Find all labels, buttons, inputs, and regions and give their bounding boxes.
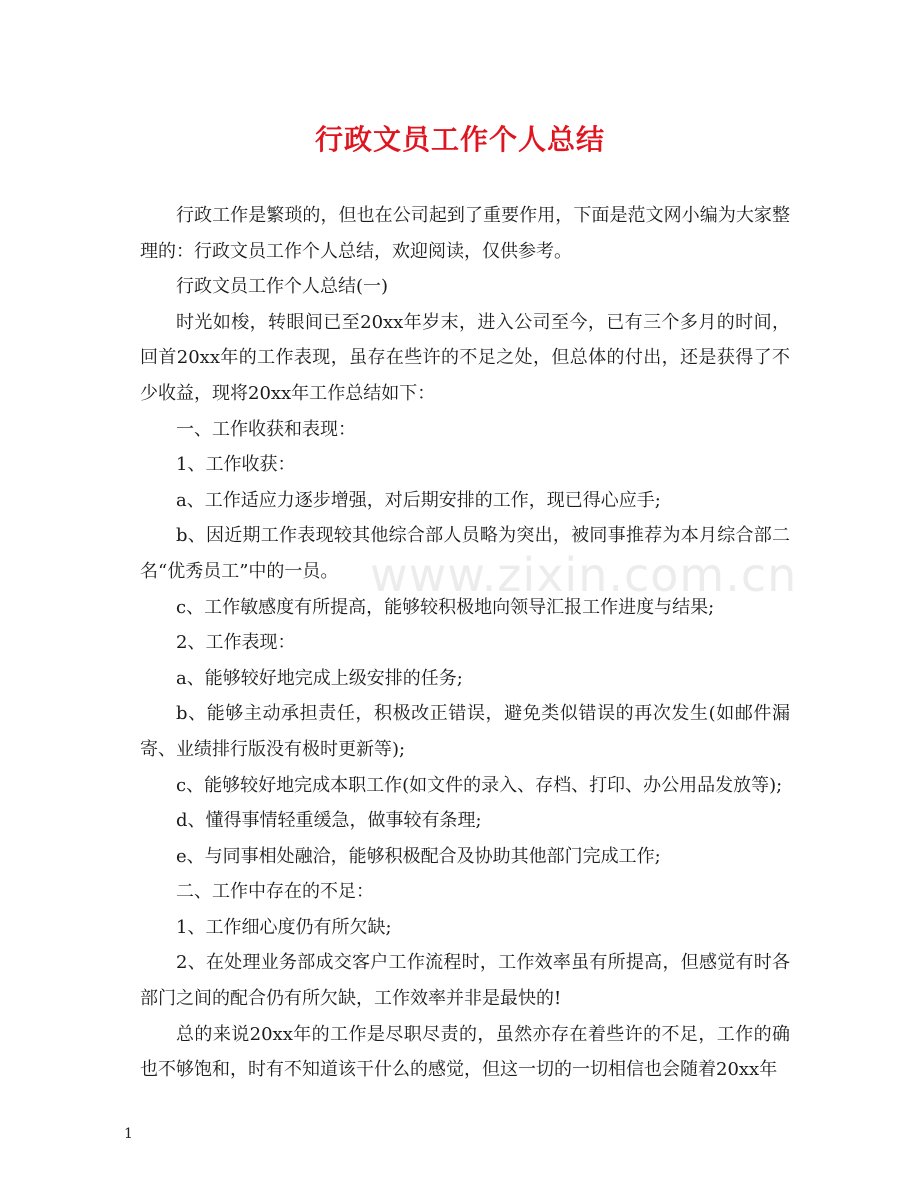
list-item: c、工作敏感度有所提高，能够较积极地向领导汇报工作进度与结果; bbox=[176, 596, 715, 618]
section-heading-one: 行政文员工作个人总结(一) bbox=[176, 276, 389, 298]
subheading: 1、工作收获： bbox=[176, 454, 296, 476]
list-item: d、懂得事情轻重缓急，做事较有条理; bbox=[176, 810, 482, 832]
list-item: a、能够较好地完成上级安排的任务; bbox=[176, 667, 463, 689]
subheading: 二、工作中存在的不足： bbox=[176, 881, 374, 903]
list-item: a、工作适应力逐步增强，对后期安排的工作，现已得心应手; bbox=[176, 489, 661, 511]
document-body bbox=[140, 198, 790, 1088]
document-title: 行政文员工作个人总结 bbox=[314, 123, 605, 156]
list-item: b、能够主动承担责任，积极改正错误，避免类似错误的再次发生(如邮件漏寄、业绩排行版没有极时更新等); bbox=[140, 703, 790, 760]
list-item: c、能够较好地完成本职工作(如文件的录入、存档、打印、办公用品发放等); bbox=[176, 774, 783, 796]
list-item: b、因近期工作表现较其他综合部人员略为突出，被同事推荐为本月综合部二名“优秀员工”中的一员。 bbox=[140, 525, 790, 582]
list-item: 1、工作细心度仍有所欠缺; bbox=[176, 916, 392, 938]
subheading: 一、工作收获和表现： bbox=[176, 418, 356, 440]
intro-paragraph: 行政工作是繁琐的，但也在公司起到了重要作用，下面是范文网小编为大家整理的：行政文员工作个人总结，欢迎阅读，仅供参考。 bbox=[140, 205, 790, 262]
watermark: www.zixin.com.cn bbox=[370, 548, 798, 602]
paragraph: 总的来说20xx年的工作是尽职尽责的，虽然亦存在着些许的不足，工作的确也不够饱和，时有不知道该干什么的感觉，但这一切的一切相信也会随着20xx年 bbox=[140, 1023, 790, 1081]
list-item: 2、在处理业务部成交客户工作流程时，工作效率虽有所提高，但感觉有时各部门之间的配合仍有所欠缺，工作效率并非是最快的! bbox=[140, 952, 790, 1010]
page-number: 1 bbox=[124, 1126, 133, 1142]
list-item: e、与同事相处融洽，能够积极配合及协助其他部门完成工作; bbox=[176, 845, 661, 867]
paragraph: 时光如梭，转眼间已至20xx年岁末，进入公司至今，已有三个多月的时间，回首20xx年的工作表现，虽存在些许的不足之处，但总体的付出，还是获得了不少收益，现将20xx年工作总结如下： bbox=[140, 311, 790, 404]
subheading: 2、工作表现： bbox=[176, 632, 296, 654]
